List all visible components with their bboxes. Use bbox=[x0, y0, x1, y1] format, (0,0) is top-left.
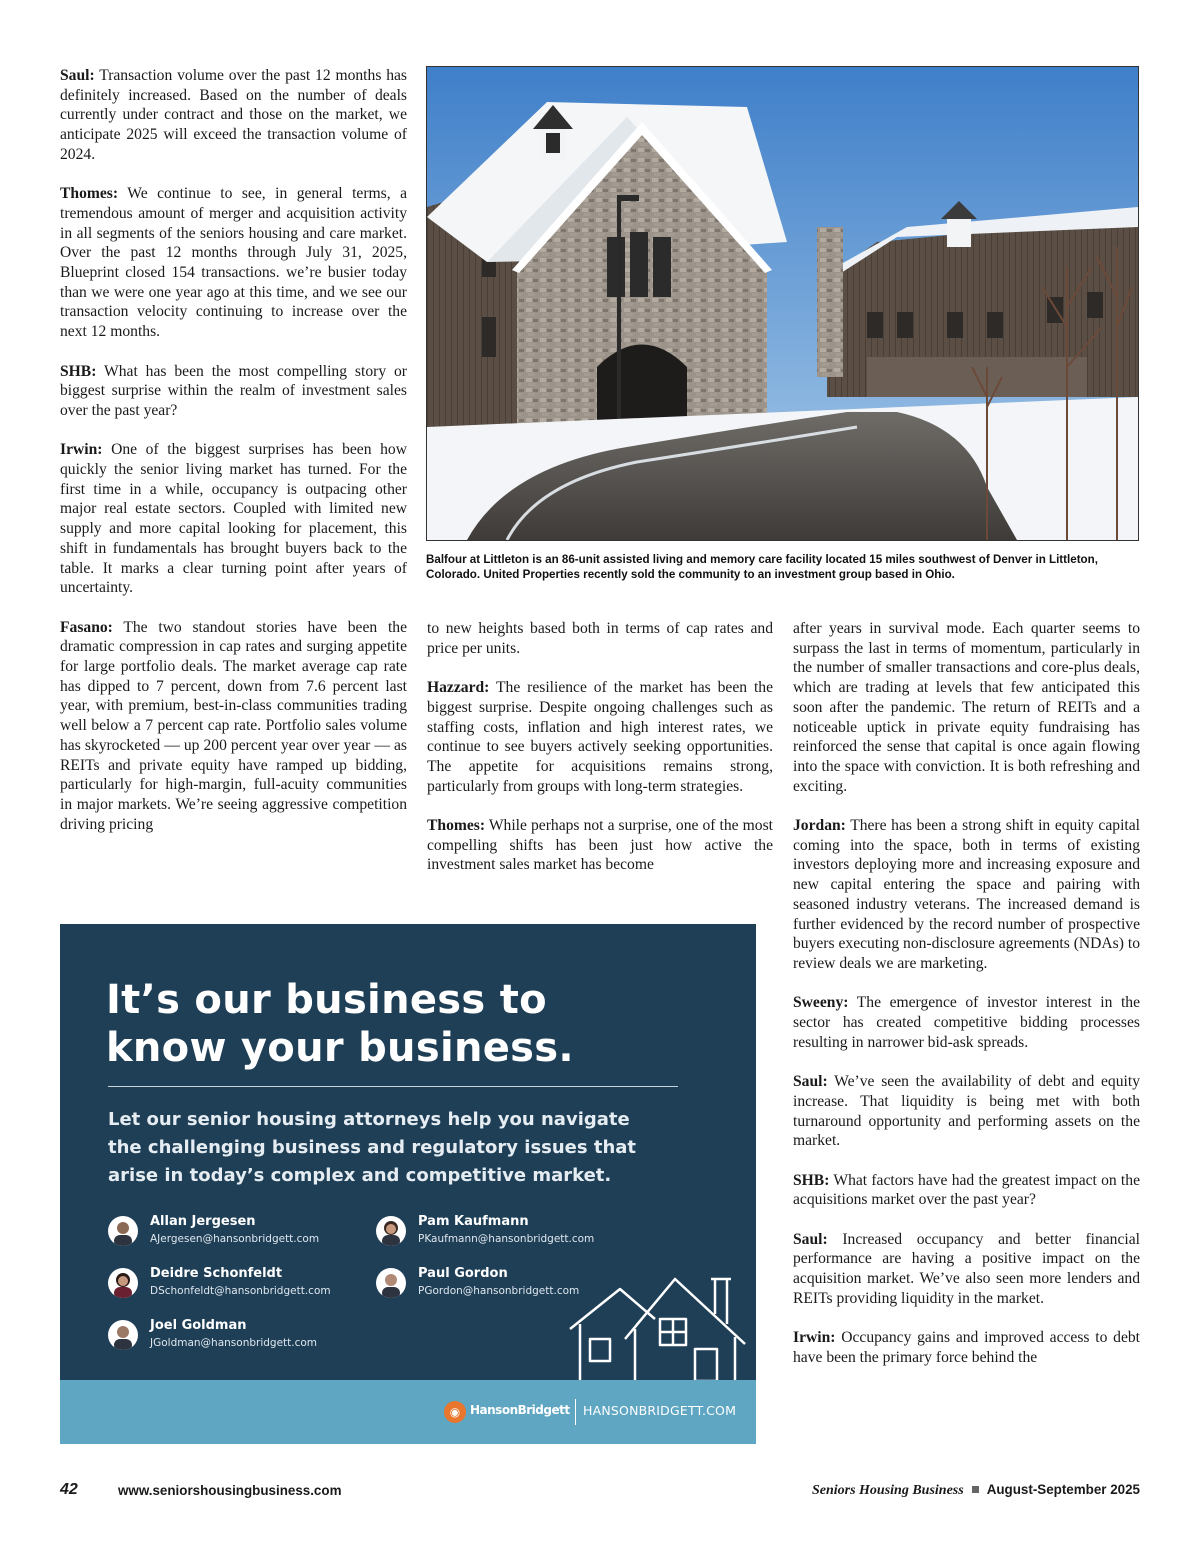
paragraph-text: The emergence of investor interest in the sector has created competitive bidding processes resulting in narrower bid-ask spreads. bbox=[793, 994, 1140, 1051]
separator-square-icon bbox=[972, 1486, 979, 1493]
avatar bbox=[108, 1320, 138, 1350]
avatar bbox=[108, 1216, 138, 1246]
paragraph bbox=[793, 993, 1140, 1052]
attorney-card bbox=[376, 1214, 636, 1254]
hanson-bridgett-logo-icon: ◉ bbox=[444, 1401, 466, 1423]
paragraph bbox=[793, 619, 1140, 796]
ad-brand-name: HansonBridgett bbox=[470, 1403, 570, 1417]
attorney-card bbox=[108, 1266, 368, 1306]
ad-subhead-line: arise in today’s complex and competitive market. bbox=[108, 1165, 612, 1186]
avatar bbox=[376, 1216, 406, 1246]
paragraph bbox=[60, 618, 407, 835]
ad-divider-rule bbox=[108, 1086, 678, 1087]
paragraph bbox=[793, 1171, 1140, 1210]
paragraph-text: There has been a strong shift in equity capital coming into the space, both in terms of existing investors deploying more and increasing exposure and new capital entering the space and pairing with seasoned industry veterans. The increased demand is further evidenced by the record number of prospective buyers executing non-disclosure agreements (NDAs) to review deals we are marketing. bbox=[793, 817, 1140, 972]
article-column-left bbox=[60, 66, 407, 834]
person-icon bbox=[108, 1216, 138, 1246]
house-outline-icon bbox=[565, 1269, 750, 1381]
paragraph bbox=[793, 816, 1140, 974]
paragraph-text: Occupancy gains and improved access to debt have been the primary force behind the bbox=[793, 1329, 1140, 1366]
speaker-label: Sweeny: bbox=[793, 994, 849, 1012]
speaker-label: Irwin: bbox=[60, 441, 103, 459]
ad-headline bbox=[106, 976, 706, 1072]
paragraph bbox=[793, 1072, 1140, 1151]
attorney-name: Joel Goldman bbox=[150, 1318, 247, 1333]
speaker-label: Fasano: bbox=[60, 618, 113, 636]
speaker-label: Irwin: bbox=[793, 1329, 836, 1347]
paragraph bbox=[427, 619, 773, 658]
person-icon bbox=[376, 1268, 406, 1298]
speaker-label: Hazzard: bbox=[427, 679, 490, 697]
ad-website-link[interactable]: HANSONBRIDGETT.COM bbox=[583, 1403, 737, 1418]
attorney-card bbox=[108, 1214, 368, 1254]
person-icon bbox=[376, 1216, 406, 1246]
speaker-label: Saul: bbox=[793, 1073, 828, 1091]
person-icon bbox=[108, 1268, 138, 1298]
person-icon bbox=[108, 1320, 138, 1350]
speaker-label: Saul: bbox=[793, 1230, 828, 1248]
paragraph bbox=[793, 1230, 1140, 1309]
avatar bbox=[108, 1268, 138, 1298]
photo-caption: Balfour at Littleton is an 86-unit assisted living and memory care facility located 15 miles southwest of Denver in Littleton, Colorado. United Properties recently sold the community to an investment group based in Ohio. bbox=[426, 553, 1098, 581]
ad-subhead bbox=[108, 1106, 708, 1190]
paragraph-text: The two standout stories have been the dramatic compression in cap rates and surging appetite for large portfolio deals. The market average cap rate has dipped to 7 percent, down from 7.6 percent last year, with premium, best-in-class communities trading well below a 7 percent cap rate. Portfolio sales volume has skyrocketed — up 200 percent year over year — as REITs and private equity have ramped up bidding, particularly for high-margin, full-acuity communities in major markets. We’re seeing aggressive competition driving pricing bbox=[60, 618, 407, 833]
paragraph-text: While perhaps not a surprise, one of the most compelling shifts has been just how active the investment sales market has become bbox=[427, 817, 773, 874]
attorney-name: Pam Kaufmann bbox=[418, 1214, 529, 1229]
paragraph bbox=[427, 816, 773, 875]
paragraph-text: after years in survival mode. Each quarter seems to surpass the last in terms of momentum, particularly in the number of smaller transactions and core-plus deals, which are trading at levels that few anticipated this soon after the pandemic. The return of REITs and a noticeable uptick in private equity fundraising has reinforced the sense that capital is once again flowing into the space with conviction. It is both refreshing and exciting. bbox=[793, 620, 1140, 795]
attorney-name: Allan Jergesen bbox=[150, 1214, 256, 1229]
ad-subhead-line: the challenging business and regulatory issues that bbox=[108, 1137, 637, 1158]
paragraph-text: The resilience of the market has been the biggest surprise. Despite ongoing challenges such as staffing costs, inflation and high interest rates, we continue to see buyers actively seeking opportunities. The appetite for acquisitions remains strong, particularly from groups with long-term strategies. bbox=[427, 679, 773, 795]
speaker-label: Jordan: bbox=[793, 817, 846, 835]
attorney-email[interactable]: DSchonfeldt@hansonbridgett.com bbox=[150, 1285, 331, 1297]
building-illustration bbox=[427, 67, 1138, 540]
hanson-bridgett-ad[interactable] bbox=[60, 924, 756, 1444]
ad-headline-line: know your business. bbox=[106, 1025, 574, 1071]
page-number: 42 bbox=[60, 1481, 78, 1498]
paragraph-text: We’ve seen the availability of debt and equity increase. That liquidity is being met with both turnaround opportunity and performing assets on the market. bbox=[793, 1073, 1140, 1150]
article-column-middle bbox=[427, 619, 773, 875]
paragraph bbox=[60, 66, 407, 165]
paragraph-text: to new heights based both in terms of cap rates and price per units. bbox=[427, 620, 773, 657]
paragraph-text: Transaction volume over the past 12 months has definitely increased. Based on the number of deals currently under contract and those on the market, we anticipate 2025 will exceed the transaction volume of 2024. bbox=[60, 67, 407, 163]
avatar bbox=[376, 1268, 406, 1298]
article-column-right bbox=[793, 619, 1140, 1368]
speaker-label: SHB: bbox=[793, 1171, 830, 1189]
speaker-label: Thomes: bbox=[60, 185, 119, 203]
paragraph bbox=[427, 678, 773, 796]
ad-footer-band[interactable] bbox=[60, 1380, 756, 1444]
footer-website[interactable]: www.seniorshousingbusiness.com bbox=[118, 1483, 342, 1498]
attorney-card bbox=[108, 1318, 368, 1358]
building-photo bbox=[426, 66, 1139, 541]
attorney-email[interactable]: AJergesen@hansonbridgett.com bbox=[150, 1233, 320, 1245]
attorney-name: Paul Gordon bbox=[418, 1266, 508, 1281]
attorney-email[interactable]: PGordon@hansonbridgett.com bbox=[418, 1285, 580, 1297]
attorney-name: Deidre Schonfeldt bbox=[150, 1266, 283, 1281]
paragraph-text: Increased occupancy and better financial performance are having a positive impact on the acquisition market. We’ve also seen more lenders and REITs providing liquidity in the market. bbox=[793, 1230, 1140, 1307]
attorney-email[interactable]: PKaufmann@hansonbridgett.com bbox=[418, 1233, 595, 1245]
footer-publication bbox=[812, 1482, 1140, 1499]
paragraph bbox=[60, 184, 407, 342]
ad-subhead-line: Let our senior housing attorneys help you navigate bbox=[108, 1109, 630, 1130]
paragraph bbox=[60, 362, 407, 421]
paragraph bbox=[793, 1328, 1140, 1367]
paragraph-text: What has been the most compelling story or biggest surprise within the realm of investment sales over the past year? bbox=[60, 362, 407, 419]
speaker-label: SHB: bbox=[60, 362, 97, 380]
paragraph-text: One of the biggest surprises has been how quickly the senior living market has turned. For the first time in a while, occupancy is outpacing other major real estate sectors. Coupled with limited new supply and more capital looking for placement, this shift in fundamentals has brought buyers back to the table. It marks a clear turning point after years of uncertainty. bbox=[60, 441, 407, 597]
ad-band-divider bbox=[575, 1399, 576, 1425]
paragraph bbox=[60, 440, 407, 598]
ad-headline-line: It’s our business to bbox=[106, 977, 547, 1023]
paragraph-text: What factors have had the greatest impact on the acquisitions market over the past year? bbox=[793, 1171, 1140, 1209]
speaker-label: Saul: bbox=[60, 67, 95, 84]
issue-date: August-September 2025 bbox=[986, 1482, 1140, 1497]
speaker-label: Thomes: bbox=[427, 817, 486, 834]
paragraph-text: We continue to see, in general terms, a tremendous amount of merger and acquisition activity in all segments of the seniors housing and care market. Over the past 12 months through July 31, 2025, Blueprint closed 154 transactions. we’re busier today than we were one year ago at this time, and we see our transaction velocity continuing to increase over the next 12 months. bbox=[60, 185, 407, 341]
publication-name: Seniors Housing Business bbox=[811, 1483, 964, 1498]
attorney-email[interactable]: JGoldman@hansonbridgett.com bbox=[150, 1337, 318, 1349]
